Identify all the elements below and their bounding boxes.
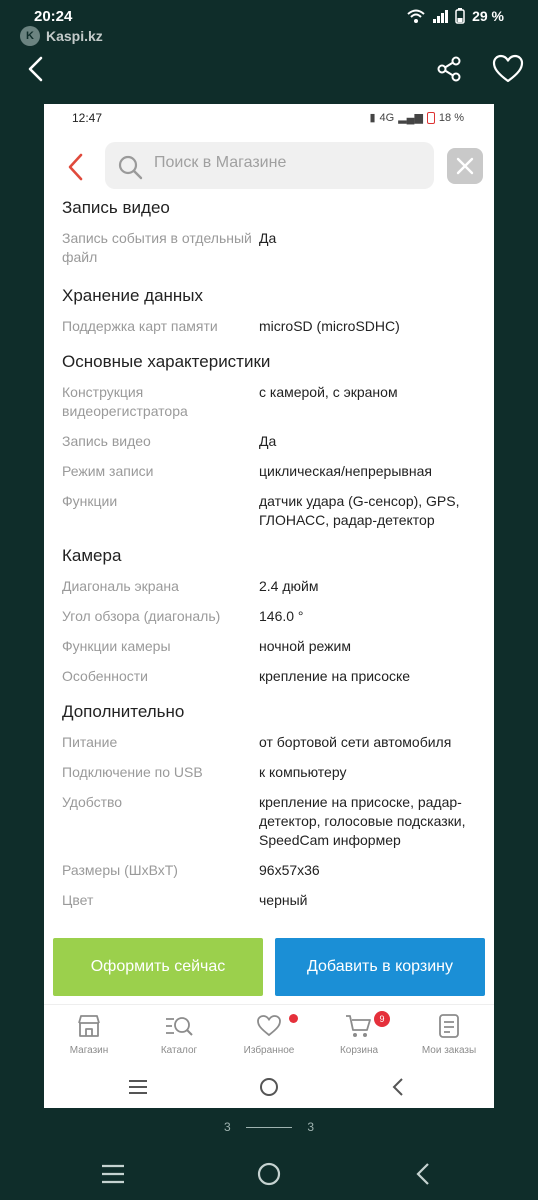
tab-label: Избранное	[243, 1045, 295, 1056]
spec-key: Особенности	[62, 668, 148, 684]
source-app-label: Kaspi.kz	[46, 28, 103, 44]
spec-row	[62, 861, 482, 880]
spec-row	[62, 607, 482, 626]
catalog-icon	[164, 1013, 194, 1039]
inner-battery-level: 18 %	[438, 111, 464, 124]
spec-key: Режим записи	[62, 463, 154, 479]
search-field[interactable]	[105, 142, 434, 189]
specs-list	[62, 198, 482, 910]
spec-group-title: Основные характеристики	[62, 352, 271, 371]
kaspi-logo-icon: K	[20, 26, 40, 46]
spec-key: Цвет	[62, 892, 94, 908]
outer-battery-level: 29 %	[472, 8, 504, 24]
spec-key: Питание	[62, 734, 118, 750]
spec-key: Функции	[62, 493, 118, 509]
image-pager	[0, 1120, 538, 1134]
outer-system-nav	[0, 1150, 538, 1200]
spec-row	[62, 462, 482, 481]
inner-status-icons	[369, 111, 464, 124]
tab-cart[interactable]	[314, 1013, 404, 1056]
cart-icon	[345, 1013, 373, 1039]
spec-key: Функции камеры	[62, 638, 171, 654]
tab-label: Каталог	[160, 1045, 198, 1056]
spec-group-title: Камера	[62, 546, 122, 565]
bottom-tab-bar	[44, 1004, 494, 1064]
tab-shop[interactable]	[44, 1013, 134, 1056]
vibrate-icon: ▮	[369, 112, 376, 124]
spec-row	[62, 763, 482, 782]
spec-group-title: Запись видео	[62, 198, 170, 217]
spec-row	[62, 637, 482, 656]
spec-value: от бортовой сети автомобиля	[259, 734, 452, 750]
spec-row	[62, 793, 482, 850]
spec-key: Размеры (ШхВхТ)	[62, 862, 178, 878]
spec-value: черный	[259, 892, 308, 908]
spec-value: датчик удара (G-сенсор), GPS, ГЛОНАСС, радар-детектор	[259, 493, 460, 528]
spec-value: крепление на присоске, радар-детектор, голосовые подсказки, SpeedCam информер	[259, 794, 466, 848]
spec-key: Конструкция видеорегистратора	[62, 384, 188, 419]
spec-value: 96x57x36	[259, 862, 320, 878]
inner-battery-icon	[427, 112, 435, 124]
pager-current: 3	[223, 1120, 231, 1134]
home-circle-icon[interactable]	[261, 1079, 277, 1095]
spec-key: Поддержка карт памяти	[62, 318, 218, 334]
pager-total: 3	[307, 1120, 315, 1134]
spec-value: 2.4 дюйм	[259, 578, 319, 594]
spec-row	[62, 492, 482, 530]
tab-catalog[interactable]	[134, 1013, 224, 1056]
spec-value: к компьютеру	[259, 764, 347, 780]
spec-key: Удобство	[62, 794, 123, 810]
spec-row	[62, 667, 482, 686]
spec-key: Угол обзора (диагональ)	[62, 608, 221, 624]
spec-row	[62, 577, 482, 596]
back-arrow-icon[interactable]	[22, 54, 52, 84]
buy-now-button[interactable]: Оформить сейчас	[53, 938, 263, 996]
home-circle-icon[interactable]	[259, 1164, 279, 1184]
tab-label: Магазин	[69, 1045, 109, 1056]
spec-value: microSD (microSDHC)	[259, 318, 400, 334]
favorites-dot-indicator	[289, 1014, 298, 1023]
recent-apps-icon[interactable]	[102, 1166, 124, 1182]
signal-icon	[432, 9, 448, 23]
nav-back-icon[interactable]	[418, 1164, 428, 1184]
shop-icon	[76, 1013, 102, 1039]
spec-key: Запись видео	[62, 433, 151, 449]
cart-count-badge: 9	[374, 1011, 390, 1027]
search-placeholder: Поиск в Магазине	[154, 154, 287, 171]
spec-value: с камерой, с экраном	[259, 384, 398, 400]
spec-group-title: Дополнительно	[62, 702, 185, 721]
spec-group-title: Хранение данных	[62, 286, 204, 305]
spec-value: 146.0 °	[259, 608, 304, 624]
inner-signal-icon: ▂▄▆	[398, 112, 423, 124]
pager-divider	[246, 1127, 292, 1128]
tab-label: Мои заказы	[421, 1045, 477, 1056]
nav-back-icon[interactable]	[394, 1079, 402, 1095]
tab-favorites[interactable]	[224, 1013, 314, 1056]
network-type: 4G	[379, 111, 395, 124]
spec-key: Подключение по USB	[62, 764, 203, 780]
product-screenshot	[44, 104, 494, 1108]
tab-my-orders[interactable]	[404, 1013, 494, 1056]
tab-label: Корзина	[339, 1045, 379, 1056]
search-icon	[117, 154, 143, 180]
spec-value: Да	[259, 433, 277, 449]
spec-value: циклическая/непрерывная	[259, 463, 432, 479]
spec-value: Да	[259, 230, 277, 246]
recent-apps-icon[interactable]	[129, 1081, 147, 1093]
spec-row	[62, 383, 482, 421]
outer-status-icons	[407, 8, 504, 24]
spec-row	[62, 891, 482, 910]
spec-row	[62, 733, 482, 752]
spec-row	[62, 432, 482, 451]
heart-icon	[256, 1013, 282, 1039]
spec-row	[62, 317, 482, 336]
inner-back-arrow-icon[interactable]	[64, 152, 88, 182]
spec-row	[62, 229, 482, 267]
share-icon[interactable]	[434, 54, 464, 84]
spec-value: ночной режим	[259, 638, 351, 654]
outer-clock: 20:24	[34, 8, 73, 25]
spec-value: крепление на присоске	[259, 668, 411, 684]
inner-system-nav	[44, 1068, 494, 1108]
orders-icon	[437, 1013, 461, 1039]
add-to-cart-button[interactable]: Добавить в корзину	[275, 938, 485, 996]
close-icon	[447, 148, 483, 184]
favorite-heart-icon[interactable]	[492, 54, 524, 84]
inner-status-bar	[44, 104, 494, 132]
action-buttons	[44, 938, 494, 998]
battery-icon	[455, 8, 465, 24]
back-to-app-link[interactable]	[20, 26, 103, 46]
inner-clock: 12:47	[72, 111, 103, 125]
spec-key: Запись события в отдельный файл	[62, 230, 252, 265]
wifi-icon	[407, 9, 425, 23]
clear-search-button[interactable]	[447, 148, 483, 184]
spec-key: Диагональ экрана	[62, 578, 179, 594]
